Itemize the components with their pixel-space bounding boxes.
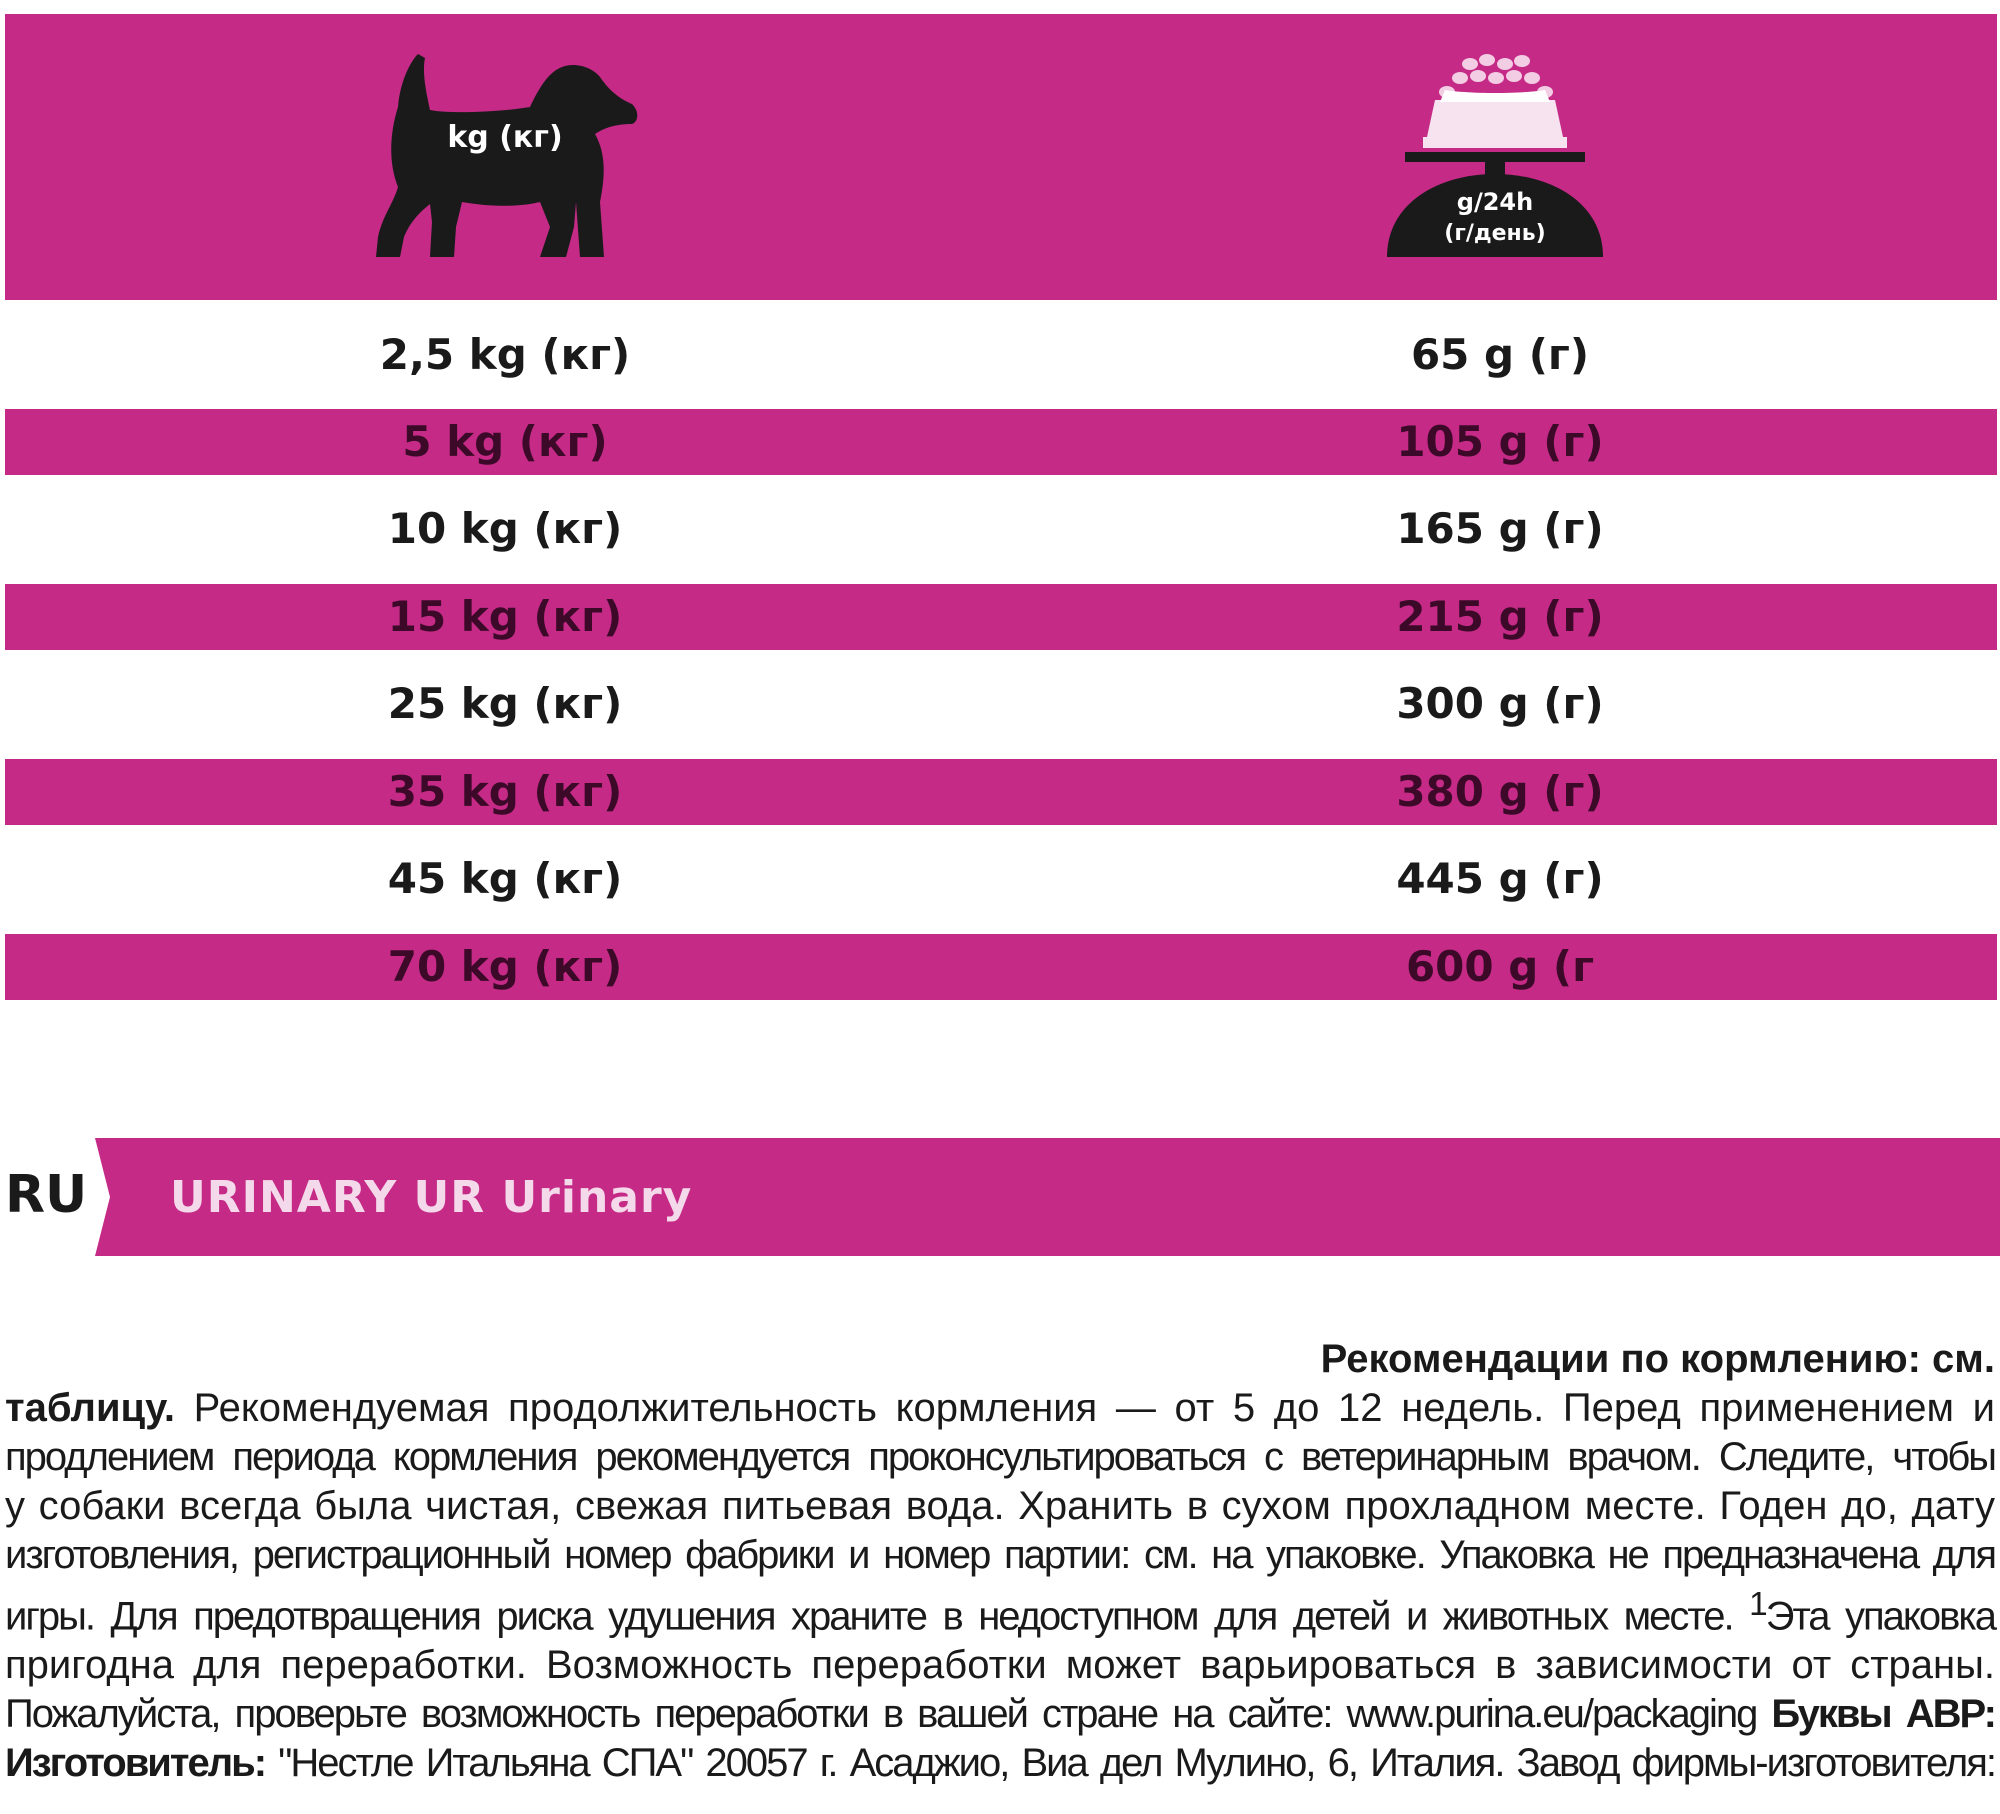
table-row — [5, 671, 1997, 737]
table-row — [5, 584, 1997, 650]
text-line: "Нестле Итальяна СПА" 20057 г. Асаджио, Виа дел Мулино, 6, Италия. Завод фирмы-изготовителя: — [265, 1741, 1995, 1786]
text-line: продлением периода кормления рекомендуется проконсультироваться с ветеринарным врачом. Следите, чтобы — [5, 1435, 1995, 1479]
footnote-marker: 1 — [1749, 1586, 1766, 1623]
table-row — [5, 409, 1997, 475]
weight-cell: 45 kg (кг) — [387, 854, 623, 903]
table-row — [5, 496, 1997, 562]
daily-amount-cell: 215 g (г) — [1396, 592, 1604, 641]
weight-cell: 10 kg (кг) — [387, 504, 623, 553]
feeding-table-header — [5, 14, 1997, 300]
weight-icon-label: kg (кг) — [447, 120, 563, 155]
feeding-recommendation-heading: Рекомендации по кормлению: см. — [1320, 1337, 1995, 1381]
table-row — [5, 846, 1997, 912]
weight-cell: 2,5 kg (кг) — [379, 330, 631, 379]
food-scale-icon — [1385, 52, 1605, 262]
weight-cell: 25 kg (кг) — [387, 679, 623, 728]
text-line: Рекомендуемая продолжительность кормления — от 5 до 12 недель. Перед применением и — [174, 1386, 1995, 1430]
daily-amount-cell: 300 g (г) — [1396, 679, 1604, 728]
weight-cell: 35 kg (кг) — [387, 767, 623, 816]
weight-cell: 70 kg (кг) — [387, 942, 623, 991]
daily-amount-cell: 65 g (г) — [1410, 330, 1590, 379]
text-line: игры. Для предотвращения риска удушения храните в недоступном для детей и животных месте. — [5, 1594, 1750, 1639]
weight-cell: 5 kg (кг) — [402, 417, 608, 466]
weight-cell: 15 kg (кг) — [387, 592, 623, 641]
text-line: Эта упаковка — [1765, 1594, 1995, 1639]
daily-amount-cell: 380 g (г) — [1396, 767, 1604, 816]
manufacturer-label: Изготовитель: — [5, 1741, 266, 1786]
table-row — [5, 934, 1997, 1000]
text-line: у собаки всегда была чистая, свежая питьевая вода. Хранить в сухом прохладном месте. Годен до, дату — [5, 1484, 1995, 1528]
table-row — [5, 322, 1997, 388]
text-bold: таблицу. — [5, 1386, 175, 1430]
text-bold: Буквы АВР: — [1771, 1692, 1995, 1737]
ration-icon-label-bottom: (г/день) — [1444, 221, 1546, 246]
table-row — [5, 759, 1997, 825]
language-code: RU — [5, 1165, 88, 1225]
text-line: изготовления, регистрационный номер фабрики и номер партии: см. на упаковке. Упаковка не предназначена для — [5, 1533, 1995, 1577]
text-line: пригодна для переработки. Возможность переработки может варьироваться в зависимости от страны. — [5, 1643, 1995, 1688]
text-line: Пожалуйста, проверьте возможность переработки в вашей стране на сайте: www.purina.eu/packaging — [5, 1692, 1772, 1737]
section-title: URINARY UR Urinary — [170, 1172, 693, 1223]
dog-weight-icon — [370, 52, 640, 262]
ration-icon-label-top: g/24h — [1456, 188, 1534, 216]
daily-amount-cell: 600 g (г — [1405, 942, 1595, 991]
daily-amount-cell: 105 g (г) — [1396, 417, 1604, 466]
instructions-text — [5, 1335, 1995, 1788]
daily-amount-cell: 445 g (г) — [1396, 854, 1604, 903]
daily-amount-cell: 165 g (г) — [1396, 504, 1604, 553]
